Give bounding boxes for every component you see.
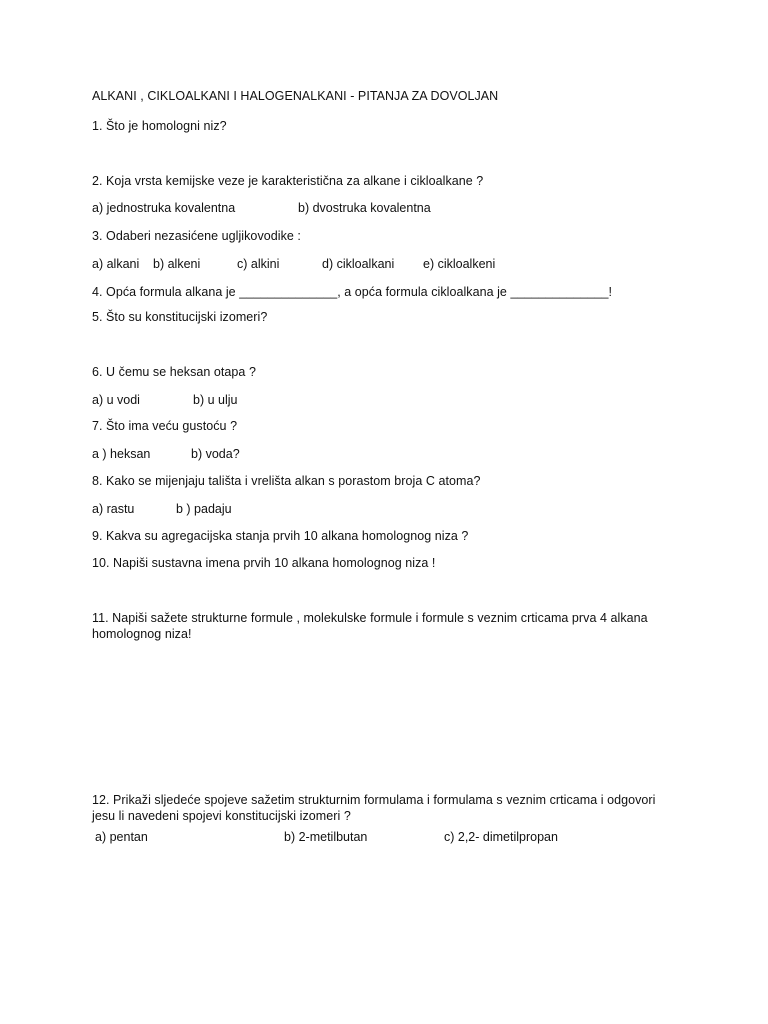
question-12-option-a: a) pentan	[95, 830, 148, 844]
question-7-option-a: a ) heksan	[92, 447, 151, 461]
question-3-option-b: b) alkeni	[153, 257, 201, 271]
question-12: 12. Prikaži sljedeće spojeve sažetim strukturnim formulama i formulama s veznim crticama i odgovori jesu li navedeni spojevi konstitucijski izomeri ?	[92, 793, 656, 823]
question-9: 9. Kakva su agregacijska stanja prvih 10 alkana homolognog niza ?	[92, 529, 469, 543]
question-6: 6. U čemu se heksan otapa ?	[92, 365, 256, 379]
question-8-option-a: a) rastu	[92, 502, 135, 516]
question-8-option-b: b ) padaju	[176, 502, 232, 516]
question-6-option-a: a) u vodi	[92, 393, 140, 407]
question-4: 4. Opća formula alkana je ______________, a opća formula cikloalkana je ______________!	[92, 285, 613, 299]
question-12-option-c: c) 2,2- dimetilpropan	[444, 830, 558, 844]
question-2-option-a: a) jednostruka kovalentna	[92, 201, 236, 215]
question-7: 7. Što ima veću gustoću ?	[92, 419, 238, 433]
question-3-option-e: e) cikloalkeni	[423, 257, 496, 271]
question-6-option-b: b) u ulju	[193, 393, 238, 407]
question-11: 11. Napiši sažete strukturne formule , molekulske formule i formule s veznim crticama prva 4 alkana homolognog niza!	[92, 611, 648, 641]
question-2-option-b: b) dvostruka kovalentna	[298, 201, 431, 215]
question-3-option-c: c) alkini	[237, 257, 280, 271]
question-5: 5. Što su konstitucijski izomeri?	[92, 310, 268, 324]
question-8: 8. Kako se mijenjaju tališta i vrelišta alkan s porastom broja C atoma?	[92, 474, 481, 488]
question-12-option-b: b) 2-metilbutan	[284, 830, 368, 844]
question-3: 3. Odaberi nezasićene ugljikovodike :	[92, 229, 301, 243]
question-3-option-a: a) alkani	[92, 257, 140, 271]
question-10: 10. Napiši sustavna imena prvih 10 alkana homolognog niza !	[92, 556, 436, 570]
question-7-option-b: b) voda?	[191, 447, 240, 461]
question-3-option-d: d) cikloalkani	[322, 257, 395, 271]
question-2: 2. Koja vrsta kemijske veze je karakteristična za alkane i cikloalkane ?	[92, 174, 484, 188]
document-title: ALKANI , CIKLOALKANI I HALOGENALKANI - PITANJA ZA DOVOLJAN	[92, 89, 499, 103]
question-1: 1. Što je homologni niz?	[92, 119, 227, 133]
